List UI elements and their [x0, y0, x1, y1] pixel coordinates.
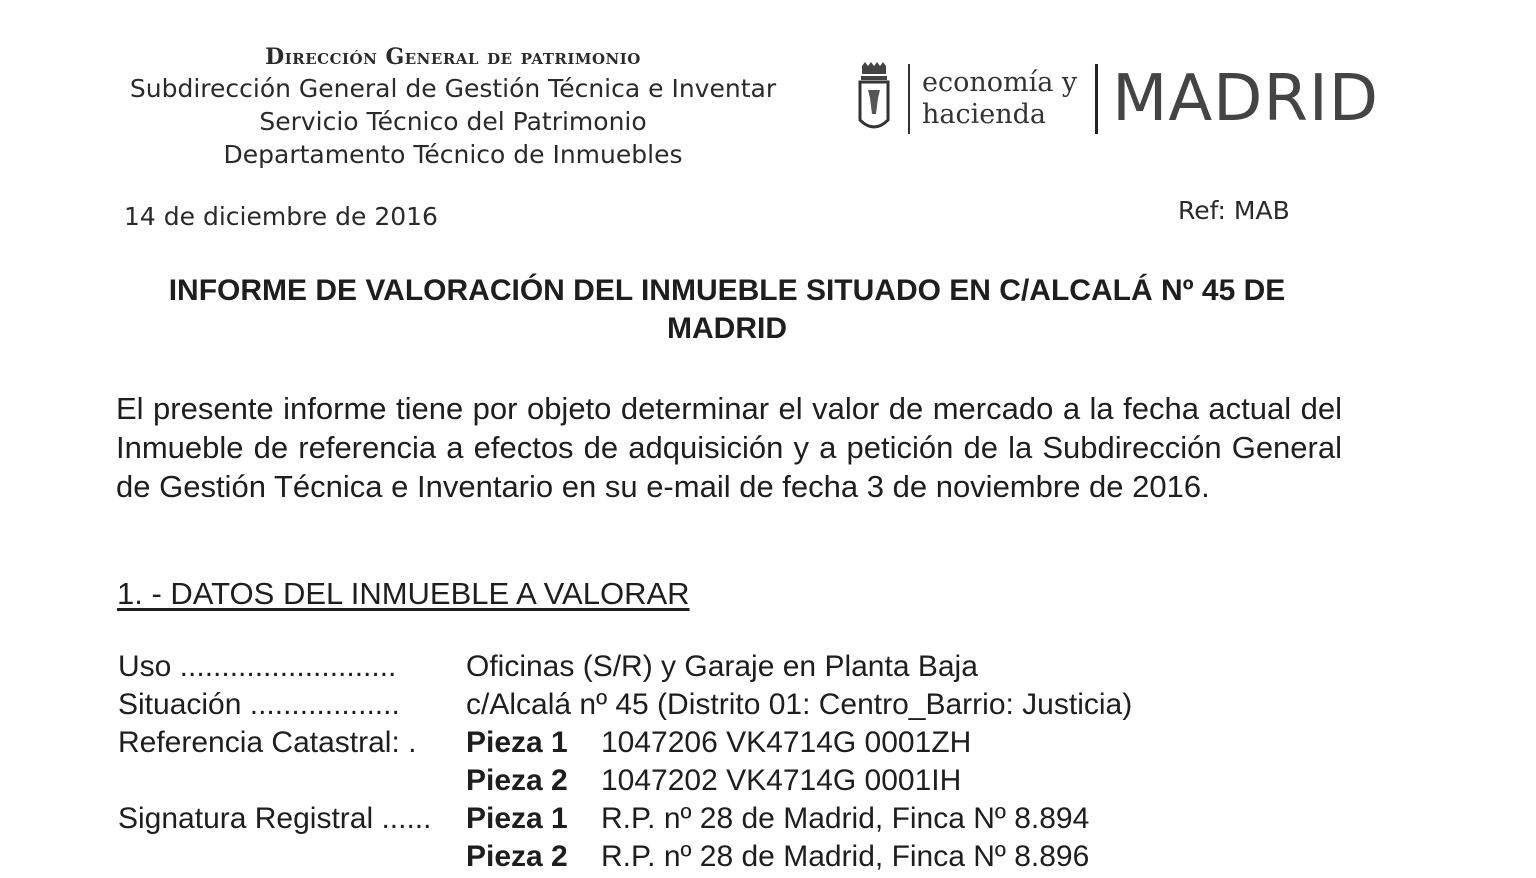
- registral-value-2: R.P. nº 28 de Madrid, Finca Nº 8.896: [601, 840, 1090, 873]
- catastral-value-1: 1047206 VK4714G 0001ZH: [601, 726, 972, 759]
- logo-area-text: [922, 67, 1077, 131]
- catastral-row-1: [118, 724, 1132, 762]
- logo-line1: economía y: [922, 67, 1078, 98]
- direccion-general: Dirección General de patrimonio: [265, 44, 641, 70]
- registral-pieza-1: Pieza 1: [466, 802, 568, 835]
- section-heading: 1. - DATOS DEL INMUEBLE A VALORAR: [117, 576, 690, 611]
- catastral-spacer: [118, 762, 466, 800]
- registral-row-2: [118, 838, 1132, 876]
- intro-paragraph: El presente informe tiene por objeto determinar el valor de mercado a la fecha actual del Inmueble de referencia a efectos de adquisición y a petición de la Subdirección General de Gestión Técnica e Inventario en su e-mail de fecha 3 de noviembre de 2016.: [116, 391, 1342, 504]
- registral-row-1: [118, 800, 1132, 838]
- logo-city: MADRID: [1112, 62, 1380, 136]
- catastral-pieza-1: Pieza 1: [466, 726, 568, 759]
- madrid-logo: [856, 60, 1379, 138]
- registral-value-1: R.P. nº 28 de Madrid, Finca Nº 8.894: [601, 802, 1090, 835]
- situacion-row: [118, 686, 1132, 724]
- catastral-row-2: [118, 762, 1132, 800]
- servicio: Servicio Técnico del Patrimonio: [259, 107, 647, 136]
- uso-label: Uso ..........................: [118, 650, 397, 683]
- logo-divider: [908, 64, 910, 134]
- catastral-pieza-2: Pieza 2: [466, 764, 568, 797]
- catastral-value-2: 1047202 VK4714G 0001IH: [601, 764, 962, 797]
- document-date: 14 de diciembre de 2016: [124, 202, 438, 231]
- logo-divider-2: [1095, 64, 1098, 134]
- title-line-1: INFORME DE VALORACIÓN DEL INMUEBLE SITUADO EN C/ALCALÁ Nº 45 DE: [168, 274, 1286, 307]
- catastral-label: Referencia Catastral: .: [118, 726, 417, 759]
- registral-pieza-2: Pieza 2: [466, 840, 568, 873]
- logo-line2: hacienda: [922, 99, 1046, 130]
- registral-label: Signatura Registral ......: [118, 802, 432, 835]
- uso-row: [118, 648, 1132, 686]
- departamento: Departamento Técnico de Inmuebles: [223, 140, 683, 169]
- document-title: [100, 272, 1354, 348]
- registral-spacer: [118, 838, 466, 876]
- situacion-value: c/Alcalá nº 45 (Distrito 01: Centro_Barrio: Justicia): [466, 688, 1133, 721]
- subdireccion: Subdirección General de Gestión Técnica e Inventar: [129, 74, 777, 103]
- letterhead-department: [108, 42, 798, 171]
- madrid-crest-icon: [856, 62, 892, 136]
- situacion-label: Situación ..................: [118, 688, 400, 721]
- property-data: [118, 648, 1132, 876]
- title-line-2: MADRID: [667, 312, 787, 345]
- document-ref: Ref: MAB: [1178, 196, 1290, 225]
- uso-value: Oficinas (S/R) y Garaje en Planta Baja: [466, 650, 978, 683]
